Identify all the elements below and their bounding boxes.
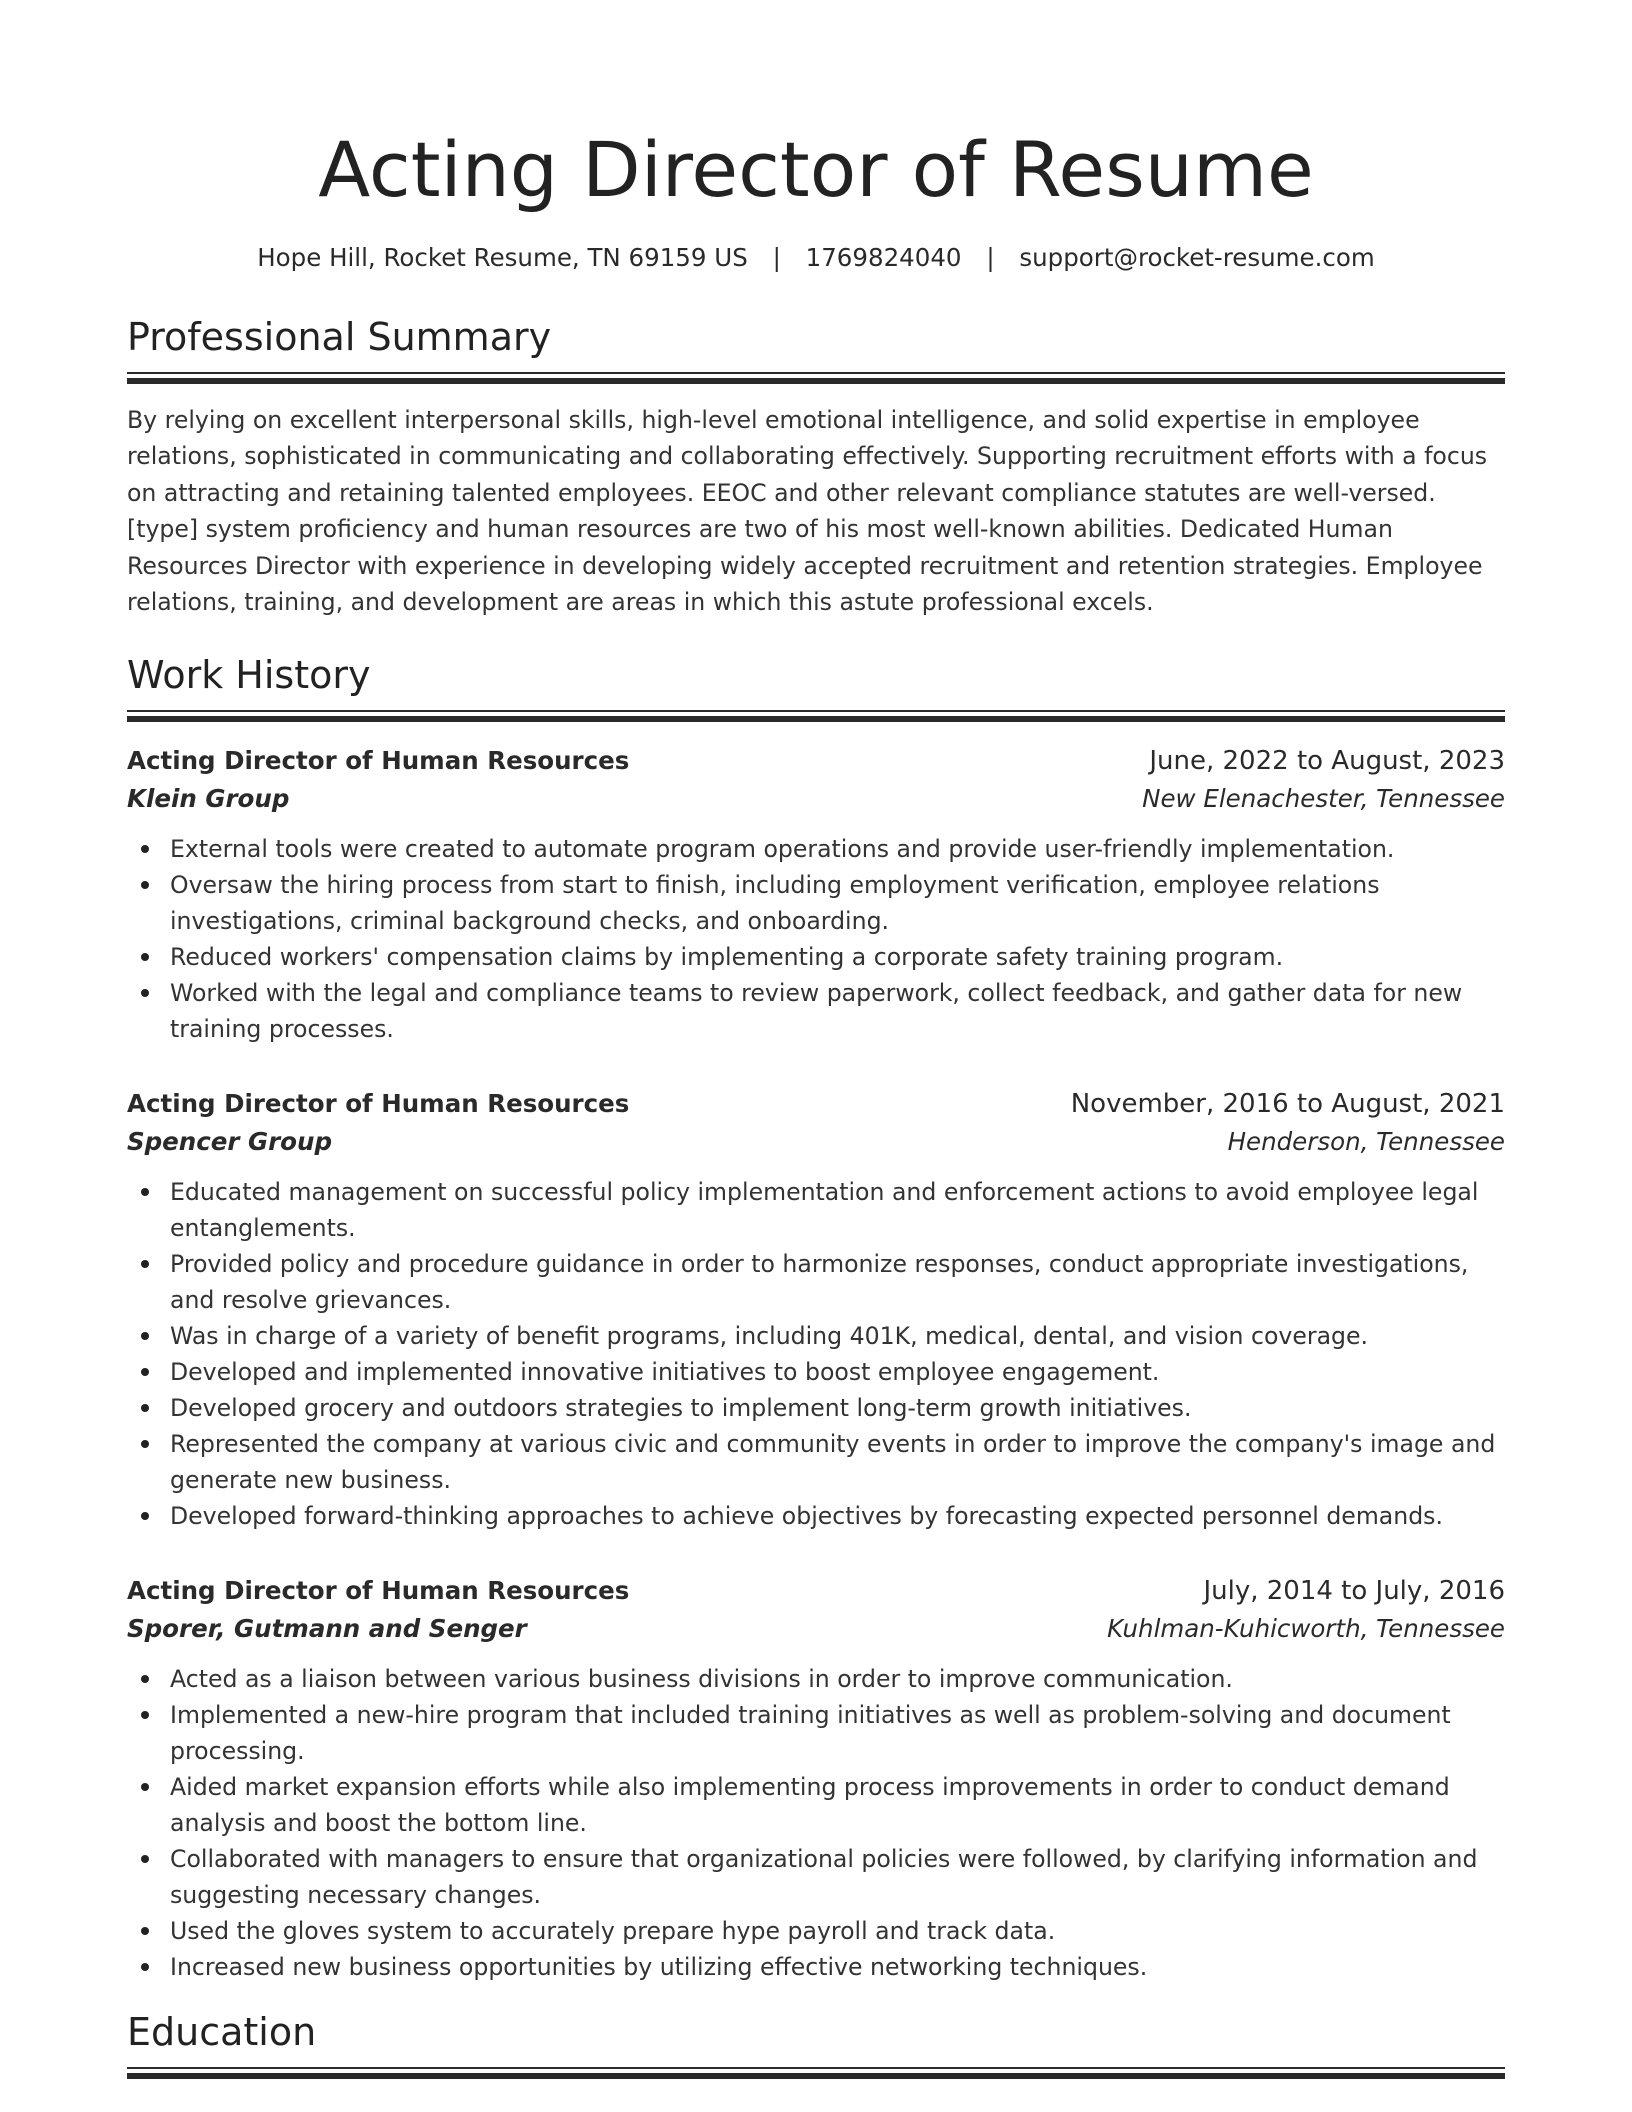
contact-phone: 1769824040	[805, 243, 962, 272]
job-company: Spencer Group	[127, 1127, 332, 1157]
job-bullets	[127, 1174, 1505, 1534]
list-item: Oversaw the hiring process from start to finish, including employment verification, employee relations investigations, criminal background checks, and onboarding.	[170, 867, 1505, 939]
job-bullets	[127, 831, 1505, 1047]
list-item: Represented the company at various civic and community events in order to improve the company's image and generate new business.	[170, 1426, 1505, 1498]
job-company: Sporer, Gutmann and Senger	[127, 1614, 527, 1644]
contact-address: Hope Hill, Rocket Resume, TN 69159 US	[257, 243, 748, 272]
education-section	[127, 2007, 1505, 2079]
list-item: Increased new business opportunities by utilizing effective networking techniques.	[170, 1949, 1505, 1985]
list-item: Worked with the legal and compliance teams to review paperwork, collect feedback, and gather data for new training processes.	[170, 975, 1505, 1047]
job-entry	[127, 1085, 1505, 1534]
job-entry	[127, 1572, 1505, 1985]
list-item: Implemented a new-hire program that included training initiatives as well as problem-solving and document processing.	[170, 1697, 1505, 1769]
section-divider	[127, 372, 1505, 384]
job-entry	[127, 742, 1505, 1047]
job-title: Acting Director of Human Resources	[127, 746, 630, 776]
job-location: Henderson, Tennessee	[1227, 1127, 1505, 1157]
job-bullets	[127, 1661, 1505, 1985]
section-divider	[127, 2067, 1505, 2079]
job-location: Kuhlman-Kuhicworth, Tennessee	[1107, 1614, 1505, 1644]
job-dates: November, 2016 to August, 2021	[1070, 1089, 1505, 1120]
list-item: Was in charge of a variety of benefit programs, including 401K, medical, dental, and vision coverage.	[170, 1318, 1505, 1354]
job-location: New Elenachester, Tennessee	[1142, 784, 1505, 814]
education-heading: Education	[127, 2010, 317, 2055]
list-item: External tools were created to automate program operations and provide user-friendly implementation.	[170, 831, 1505, 867]
job-company: Klein Group	[127, 784, 290, 814]
work-history-section	[127, 650, 1505, 1985]
contact-separator: |	[772, 243, 781, 272]
resume-name: Acting Director of Resume	[318, 125, 1314, 214]
job-dates: June, 2022 to August, 2023	[1149, 746, 1505, 777]
list-item: Used the gloves system to accurately prepare hype payroll and track data.	[170, 1913, 1505, 1949]
list-item: Educated management on successful policy implementation and enforcement actions to avoid employee legal entanglements.	[170, 1174, 1505, 1246]
section-divider	[127, 710, 1505, 722]
list-item: Provided policy and procedure guidance in order to harmonize responses, conduct appropriate investigations, and resolve grievances.	[170, 1246, 1505, 1318]
list-item: Developed and implemented innovative initiatives to boost employee engagement.	[170, 1354, 1505, 1390]
summary-text: By relying on excellent interpersonal skills, high-level emotional intelligence, and solid expertise in employee relations, sophisticated in communicating and collaborating effectively. Supporting recruitment efforts with a focus on attracting and retaining talented employees. EEOC and other relevant compliance statutes are well-versed. [type] system proficiency and human resources are two of his most well-known abilities. Dedicated Human Resources Director with experience in developing widely accepted recruitment and retention strategies. Employee relations, training, and development are areas in which this astute professional excels.	[127, 406, 1488, 617]
contact-email: support@rocket-resume.com	[1019, 243, 1375, 272]
job-dates: July, 2014 to July, 2016	[1203, 1576, 1505, 1607]
job-title: Acting Director of Human Resources	[127, 1576, 630, 1606]
list-item: Developed forward-thinking approaches to achieve objectives by forecasting expected personnel demands.	[170, 1498, 1505, 1534]
contact-line	[127, 242, 1505, 274]
summary-heading: Professional Summary	[127, 315, 552, 359]
contact-separator: |	[986, 243, 995, 272]
list-item: Aided market expansion efforts while also implementing process improvements in order to conduct demand analysis and boost the bottom line.	[170, 1769, 1505, 1841]
list-item: Acted as a liaison between various business divisions in order to improve communication.	[170, 1661, 1505, 1697]
list-item: Collaborated with managers to ensure that organizational policies were followed, by clarifying information and suggesting necessary changes.	[170, 1841, 1505, 1913]
list-item: Developed grocery and outdoors strategies to implement long-term growth initiatives.	[170, 1390, 1505, 1426]
list-item: Reduced workers' compensation claims by implementing a corporate safety training program.	[170, 939, 1505, 975]
summary-section	[127, 312, 1505, 620]
job-title: Acting Director of Human Resources	[127, 1089, 630, 1119]
work-history-heading: Work History	[127, 653, 371, 698]
